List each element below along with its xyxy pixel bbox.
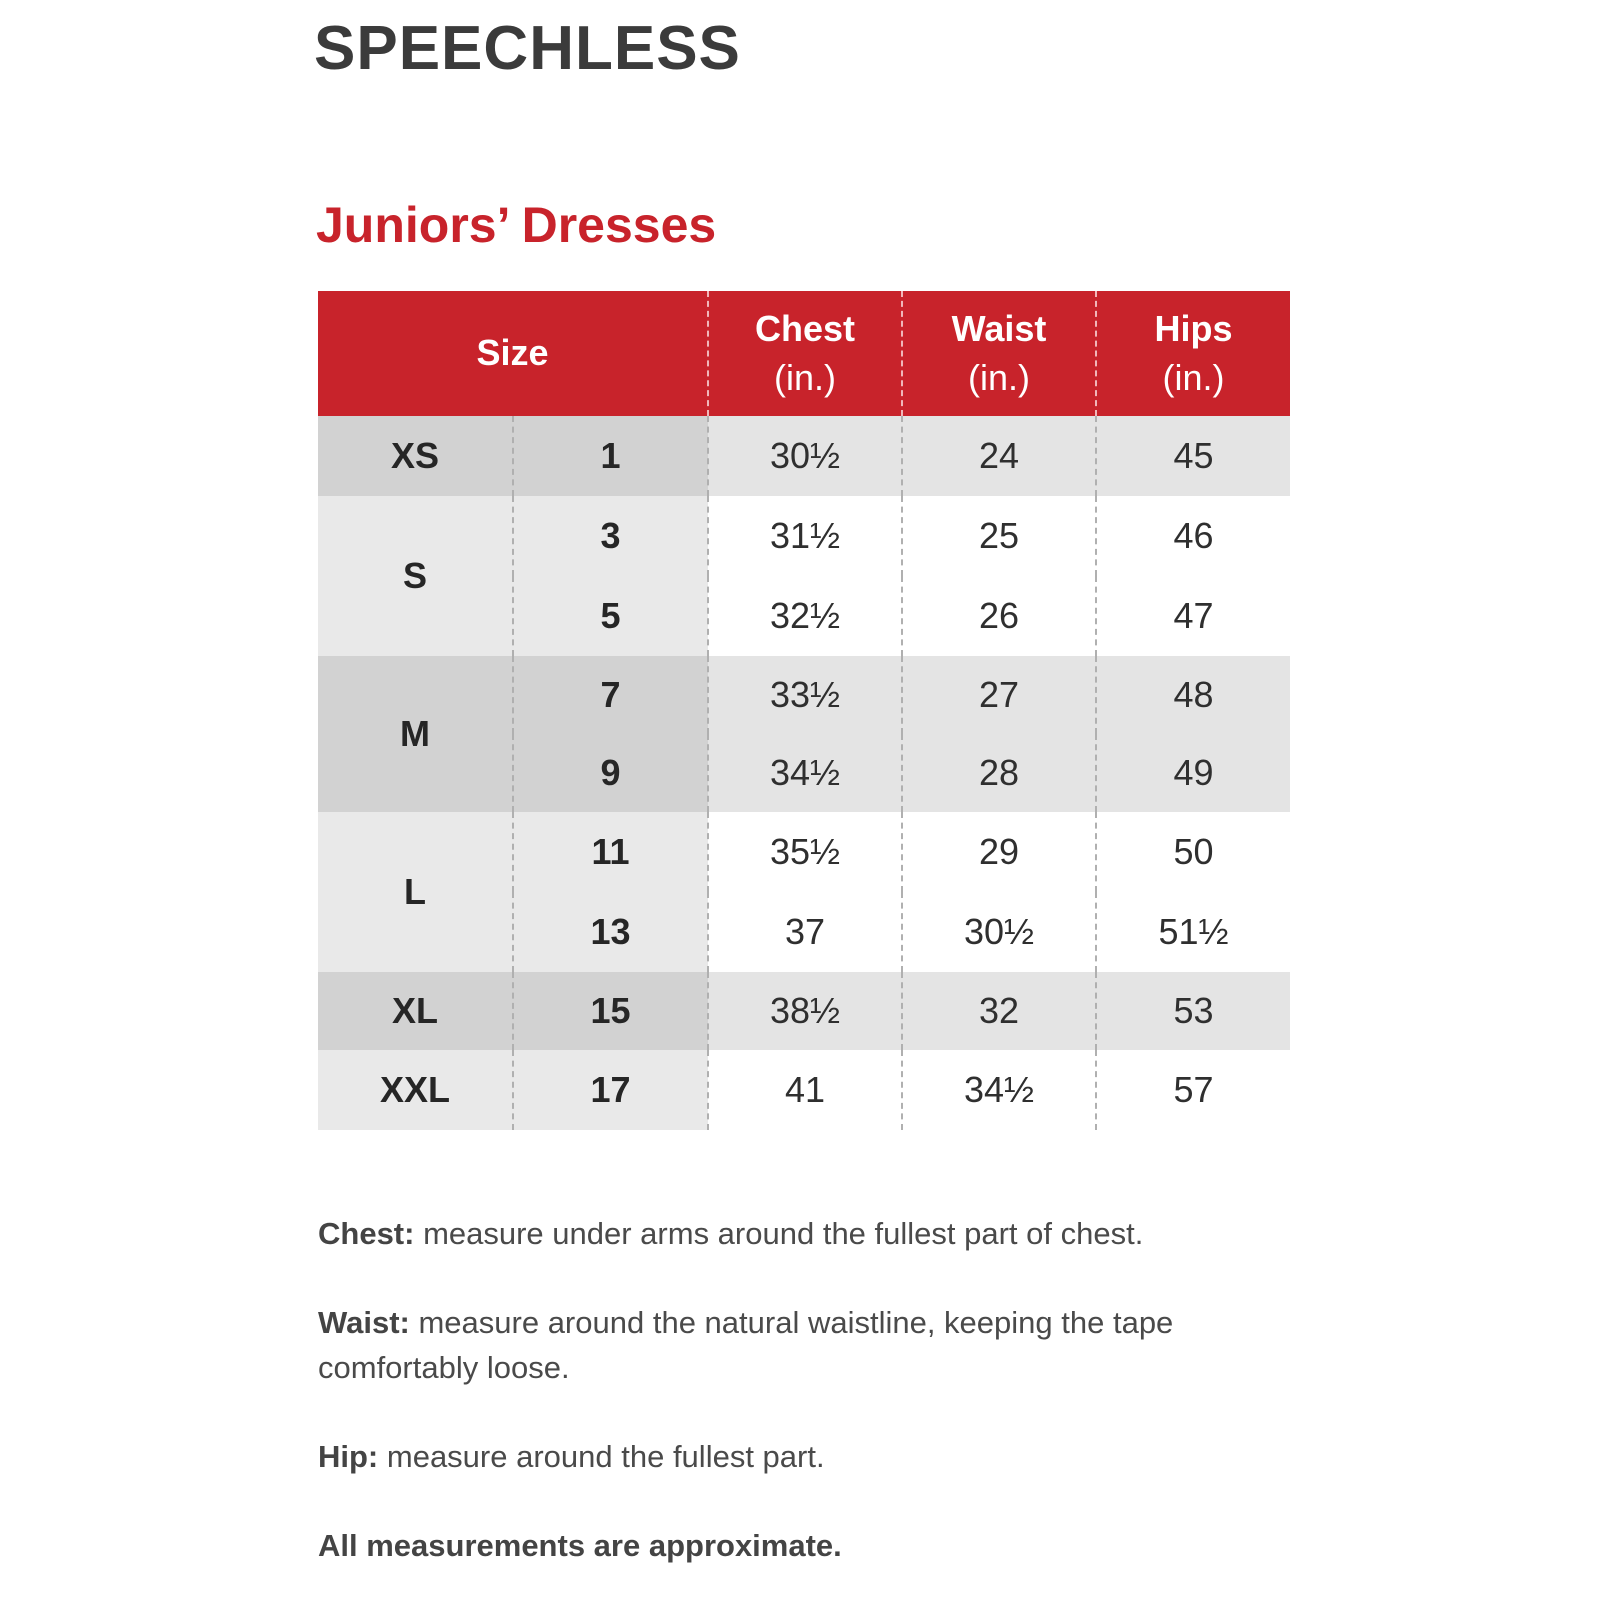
chest-value: 31½ [708,496,902,576]
measurement-notes [318,1212,1318,1613]
size-number: 9 [513,734,708,812]
size-number: 1 [513,416,708,496]
chest-value: 30½ [708,416,902,496]
hips-value: 47 [1096,576,1290,656]
size-number: 13 [513,892,708,972]
waist-value: 29 [902,812,1096,892]
note-waist [318,1301,1318,1391]
waist-value: 27 [902,656,1096,734]
size-group-xl [318,972,1290,1050]
chest-value: 35½ [708,812,902,892]
size-number: 15 [513,972,708,1050]
hips-value: 50 [1096,812,1290,892]
hips-value: 49 [1096,734,1290,812]
size-chart-table [318,291,1290,1130]
chest-value: 37 [708,892,902,972]
header-hips-label: Hips [1154,307,1233,349]
waist-value: 34½ [902,1050,1096,1130]
waist-value: 25 [902,496,1096,576]
chest-value: 34½ [708,734,902,812]
header-hips [1096,291,1290,416]
size-group-m [318,656,1290,812]
hips-value: 48 [1096,656,1290,734]
size-number: 17 [513,1050,708,1130]
waist-value: 30½ [902,892,1096,972]
header-chest [708,291,902,416]
size-group-xxl [318,1050,1290,1130]
note-waist-term: Waist: [318,1304,410,1340]
note-chest [318,1212,1318,1257]
chest-value: 38½ [708,972,902,1050]
note-hip-term: Hip: [318,1438,379,1474]
header-chest-label: Chest [755,307,856,349]
table-row [318,1050,1290,1130]
header-hips-unit: (in.) [1162,356,1225,398]
table-row [318,656,1290,734]
size-letter: XL [318,972,513,1050]
size-letter: XXL [318,1050,513,1130]
hips-value: 45 [1096,416,1290,496]
brand-title: SPEECHLESS [314,14,741,83]
table-row [318,812,1290,892]
table-row [318,416,1290,496]
header-size: Size [318,291,708,416]
header-waist-unit: (in.) [968,356,1031,398]
note-hip-text: measure around the fullest part. [378,1438,825,1474]
size-number: 7 [513,656,708,734]
hips-value: 53 [1096,972,1290,1050]
table-row [318,972,1290,1050]
size-letter: M [318,656,513,812]
size-number: 3 [513,496,708,576]
note-chest-term: Chest: [318,1216,415,1251]
waist-value: 24 [902,416,1096,496]
chest-value: 33½ [708,656,902,734]
header-waist [902,291,1096,416]
hips-value: 57 [1096,1050,1290,1130]
note-chest-text: measure under arms around the fullest part of chest. [414,1216,1144,1251]
note-hip [318,1435,1318,1480]
size-letter: L [318,812,513,972]
size-group-s [318,496,1290,656]
note-waist-text: measure around the natural waistline, keeping the tape comfortably loose. [318,1304,1174,1385]
hips-value: 46 [1096,496,1290,576]
chest-value: 32½ [708,576,902,656]
size-letter: XS [318,416,513,496]
size-number: 5 [513,576,708,656]
header-chest-unit: (in.) [774,356,837,398]
table-row [318,496,1290,576]
size-group-l [318,812,1290,972]
size-chart-title: Juniors’ Dresses [316,197,717,253]
chest-value: 41 [708,1050,902,1130]
size-letter: S [318,496,513,656]
size-number: 11 [513,812,708,892]
waist-value: 32 [902,972,1096,1050]
hips-value: 51½ [1096,892,1290,972]
waist-value: 28 [902,734,1096,812]
size-group-xs [318,416,1290,496]
table-header-row [318,291,1290,416]
waist-value: 26 [902,576,1096,656]
note-disclaimer: All measurements are approximate. [318,1527,842,1563]
header-waist-label: Waist [951,307,1047,349]
